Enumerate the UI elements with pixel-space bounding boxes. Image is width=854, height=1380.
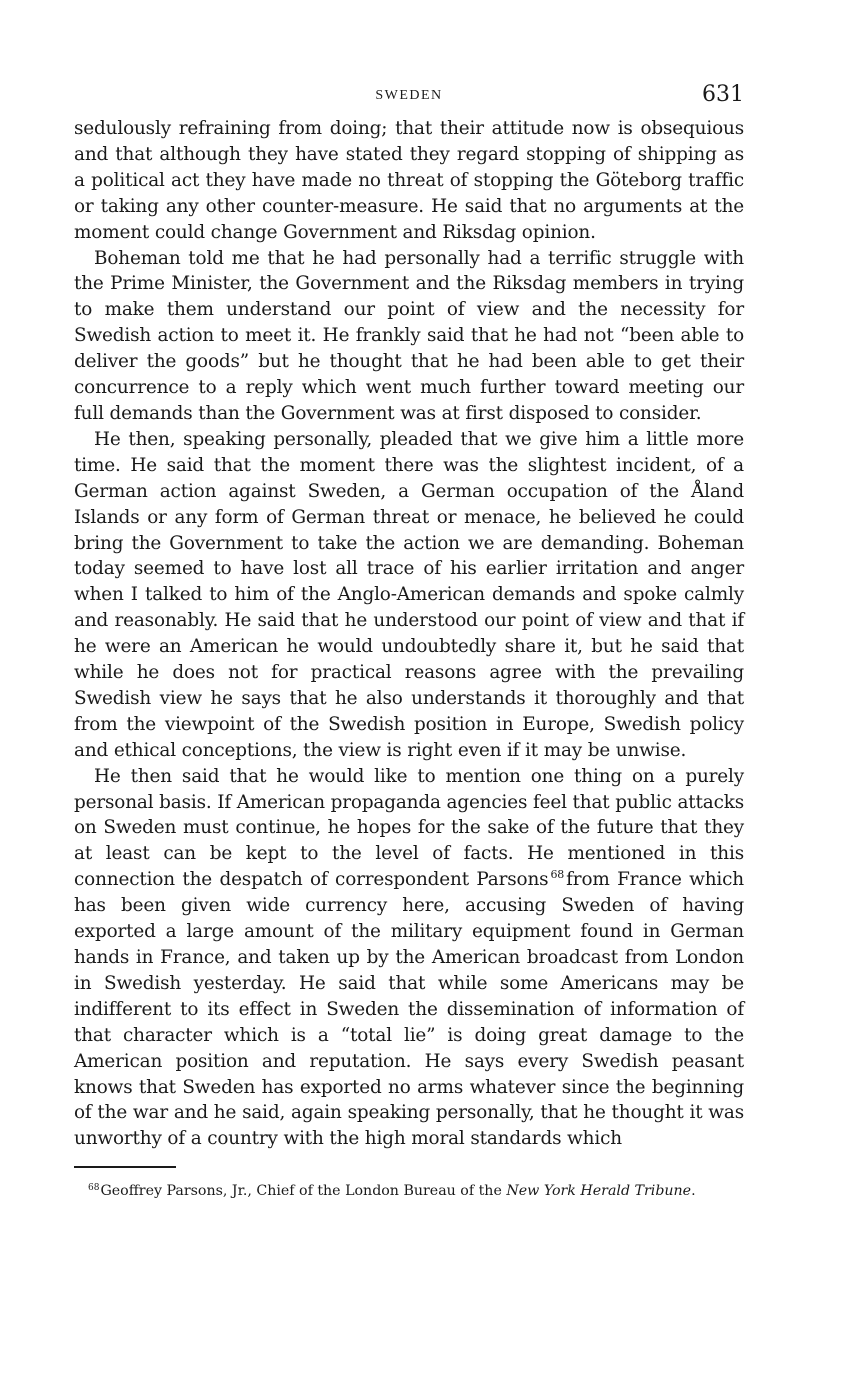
footnote — [74, 1182, 744, 1200]
paragraph: He then, speaking personally, pleaded that we give him a little more time. He said that the moment there was the slightest incident, of a German action against Sweden, a German occupation of the Åland Islands or any form of German threat or menace, he believed he could bring the Government to take the action we are demanding. Boheman today seemed to have lost all trace of his earlier irritation and anger when I talked to him of the Anglo-American demands and spoke calmly and reasonably. He said that he understood our point of view and that if he were an American he would undoubtedly share it, but he said that while he does not for practical reasons agree with the prevailing Swedish view he says that he also understands it thoroughly and that from the viewpoint of the Swedish position in Europe, Swedish policy and ethical conceptions, the view is right even if it may be unwise. — [74, 428, 744, 761]
footnote-divider — [74, 1166, 176, 1168]
document-page — [74, 82, 744, 1200]
paragraph-text: from France which has been given wide currency here, accusing Sweden of having exported a large amount of the military equipment found in German hands in France, and taken up by the American broadcast from London in Swedish yesterday. He said that while some Americans may be indifferent to its effect in Sweden the dissemination of information of that character which is a “total lie” is doing great damage to the American position and reputation. He says every Swedish peasant knows that Sweden has exported no arms whatever since the beginning of the war and he said, again speaking personally, that he thought it was unworthy of a country with the high moral standards which — [74, 869, 745, 1150]
paragraph: sedulously refraining from doing; that their attitude now is obsequious and that although they have stated they regard stopping of shipping as a political act they have made no threat of stopping the Göteborg traffic or taking any other counter-measure. He said that no arguments at the moment could change Government and Riksdag opinion. — [74, 118, 744, 243]
paragraph — [74, 764, 744, 1153]
footnote-reference[interactable]: 68 — [550, 868, 565, 882]
page-header — [74, 82, 744, 116]
running-head: SWEDEN — [375, 88, 443, 103]
paragraph: Boheman told me that he had personally had a terrific struggle with the Prime Minister, the Government and the Riksdag members in trying to make them understand our point of view and the necessity for Swedish action to meet it. He frankly said that he had not “been able to deliver the goods” but he thought that he had been able to get their concurrence to a reply which went much further toward meeting our full demands than the Government was at first disposed to consider. — [74, 247, 744, 424]
body-text — [74, 116, 744, 1152]
paragraph-text: He then said that he would like to mention one thing on a purely personal basis. If American propaganda agencies feel that public attacks on Sweden must continue, he hopes for the sake of the future that they at least can be kept to the level of facts. He mentioned in this connection the despatch of correspondent Parsons — [74, 765, 745, 891]
footnote-mark: 68 — [88, 1182, 100, 1193]
footnote-publication: New York Herald Tribune — [506, 1183, 692, 1200]
footnote-text: Geoffrey Parsons, Jr., Chief of the London Bureau of the — [100, 1183, 502, 1200]
footnote-end: . — [691, 1183, 696, 1200]
page-number: 631 — [702, 82, 744, 107]
